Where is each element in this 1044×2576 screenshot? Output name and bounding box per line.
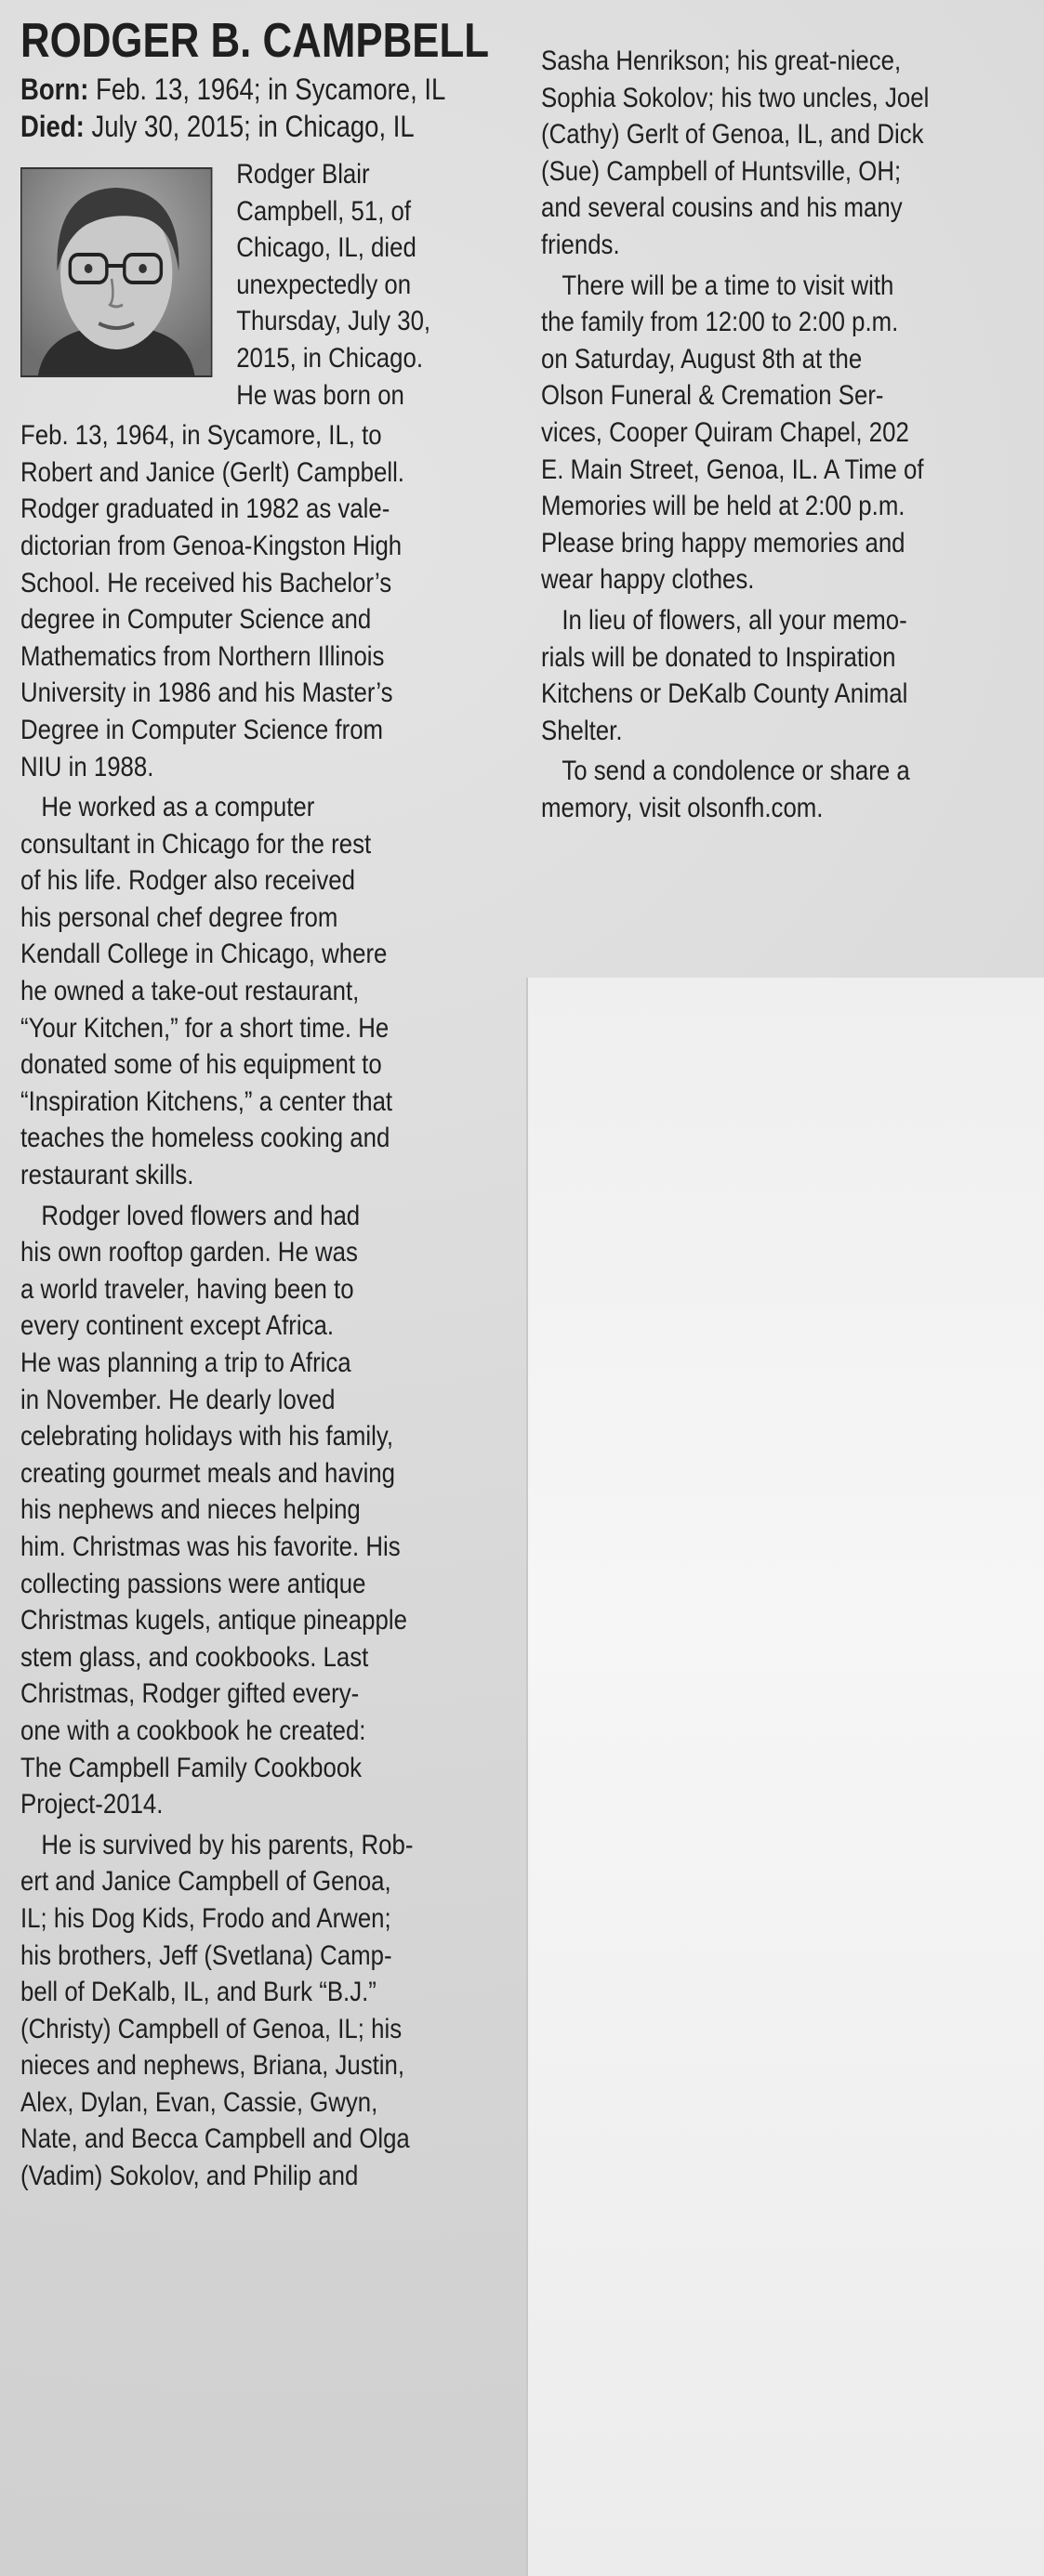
text-line: Christmas, Rodger gifted every- [20,1678,360,1710]
text-line: in November. He dearly loved [20,1384,336,1415]
text-line: his personal chef degree from [20,901,338,933]
text-line: “Your Kitchen,” for a short time. He [20,1012,390,1044]
text-line: creating gourmet meals and having [20,1457,396,1489]
paragraph-memorials [541,602,985,749]
paragraph-visitation [541,268,985,598]
text-line: bell of DeKalb, IL, and Burk “B.J.” [20,1977,377,2008]
text-line: Shelter. [541,715,623,746]
text-line: Kitchens or DeKalb County Animal [541,678,908,710]
paragraph-survivors-cont [541,43,985,264]
obituary-name: RODGER B. CAMPBELL [20,14,489,68]
portrait-photo [20,167,212,377]
text-line: wear happy clothes. [541,564,755,596]
text-line: memory, visit olsonfh.com. [541,792,824,823]
text-line: Please bring happy memories and [541,527,905,559]
text-line: of his life. Rodger also received [20,865,355,897]
text-line: Christmas kugels, antique pineapple [20,1605,407,1636]
intro-line: He was born on [236,379,404,411]
died-value: July 30, 2015; in Chicago, IL [84,110,415,143]
right-column [541,43,985,826]
intro-line: Chicago, IL, died [236,232,416,264]
text-line: Sasha Henrikson; his great-niece, [541,46,902,76]
intro-line: Thursday, July 30, [236,306,431,337]
text-line: NIU in 1988. [20,751,154,782]
text-line: friends. [541,229,620,260]
text-line: Mathematics from Northern Illinois [20,640,385,672]
text-line: School. He received his Bachelor’s [20,567,392,598]
paragraph-interests [20,1198,516,1823]
text-line: Kendall College in Chicago, where [20,939,388,970]
text-line: (Cathy) Gerlt of Genoa, IL, and Dick [541,119,924,151]
text-line: Memories will be held at 2:00 p.m. [541,491,905,522]
text-line: University in 1986 and his Master’s [20,677,393,709]
text-line: a world traveler, having been to [20,1273,354,1305]
text-line: ert and Janice Campbell of Genoa, [20,1866,391,1898]
text-line: (Sue) Campbell of Huntsville, OH; [541,155,902,187]
intro-line: Campbell, 51, of [236,195,412,227]
text-line: degree in Computer Science and [20,604,372,636]
text-line: and several cousins and his many [541,192,903,224]
text-line: Degree in Computer Science from [20,714,384,745]
text-line: celebrating holidays with his family, [20,1421,394,1452]
photo-and-intro [20,156,516,414]
text-line: collecting passions were antique [20,1568,366,1599]
intro-line: 2015, in Chicago. [236,342,424,374]
paragraph-condolence [541,753,985,826]
text-line: his own rooftop garden. He was [20,1237,358,1268]
text-line: consultant in Chicago for the rest [20,828,372,860]
born-label: Born: [20,72,89,106]
born-value: Feb. 13, 1964; in Sycamore, IL [88,72,446,106]
text-line: “Inspiration Kitchens,” a center that [20,1085,393,1117]
text-line: Alex, Dylan, Evan, Cassie, Gwyn, [20,2086,378,2118]
text-line: There will be a time to visit with [562,269,894,301]
text-line: In lieu of flowers, all your memo- [562,604,907,636]
text-line: teaches the homeless cooking and [20,1123,390,1154]
text-line: he owned a take-out restaurant, [20,976,360,1007]
text-line: (Christy) Campbell of Genoa, IL; his [20,2013,403,2044]
text-line: Rodger loved flowers and had [41,1200,361,1231]
left-body-text [20,417,516,2195]
portrait-image [22,169,211,375]
text-line: stem glass, and cookbooks. Last [20,1641,369,1673]
text-line: E. Main Street, Genoa, IL. A Time of [541,453,924,485]
text-line: every continent except Africa. [20,1310,335,1342]
text-line: Olson Funeral & Cremation Ser- [541,380,884,412]
text-line: nieces and nephews, Briana, Justin, [20,2050,405,2082]
born-line [20,71,516,108]
died-line [20,108,516,145]
text-line: his nephews and nieces helping [20,1494,361,1526]
text-line: Sophia Sokolov; his two uncles, Joel [541,82,930,113]
intro-line: unexpectedly on [236,269,412,300]
text-line: Robert and Janice (Gerlt) Campbell. [20,456,404,488]
text-line: donated some of his equipment to [20,1049,382,1081]
text-line: (Vadim) Sokolov, and Philip and [20,2161,359,2192]
text-line: dictorian from Genoa-Kingston High [20,530,403,561]
text-line: To send a condolence or share a [562,756,910,787]
text-line: Feb. 13, 1964, in Sycamore, IL, to [20,420,382,452]
paragraph-survivors [20,1827,516,2195]
text-line: Project-2014. [20,1789,164,1820]
text-line: him. Christmas was his favorite. His [20,1531,401,1562]
text-line: his brothers, Jeff (Svetlana) Camp- [20,1939,392,1971]
text-line: Nate, and Becca Campbell and Olga [20,2123,410,2155]
text-line: The Campbell Family Cookbook [20,1752,363,1783]
intro-line: Rodger Blair [236,159,370,190]
text-line: IL; his Dog Kids, Frodo and Arwen; [20,1902,391,1934]
text-line: rials will be donated to Inspiration [541,641,896,673]
paragraph-career [20,789,516,1194]
paragraph-education [20,417,516,785]
text-line: on Saturday, August 8th at the [541,343,863,375]
text-line: one with a cookbook he created: [20,1715,366,1746]
text-line: He worked as a computer [41,792,315,823]
text-line: He is survived by his parents, Rob- [41,1829,414,1860]
text-line: vices, Cooper Quiram Chapel, 202 [541,416,909,448]
intro-text [236,156,430,414]
left-column [20,0,516,2195]
blank-paper-area [526,978,1044,2576]
text-line: the family from 12:00 to 2:00 p.m. [541,307,899,338]
text-line: He was planning a trip to Africa [20,1347,351,1378]
text-line: restaurant skills. [20,1160,194,1191]
text-line: Rodger graduated in 1982 as vale- [20,493,390,525]
died-label: Died: [20,110,85,143]
